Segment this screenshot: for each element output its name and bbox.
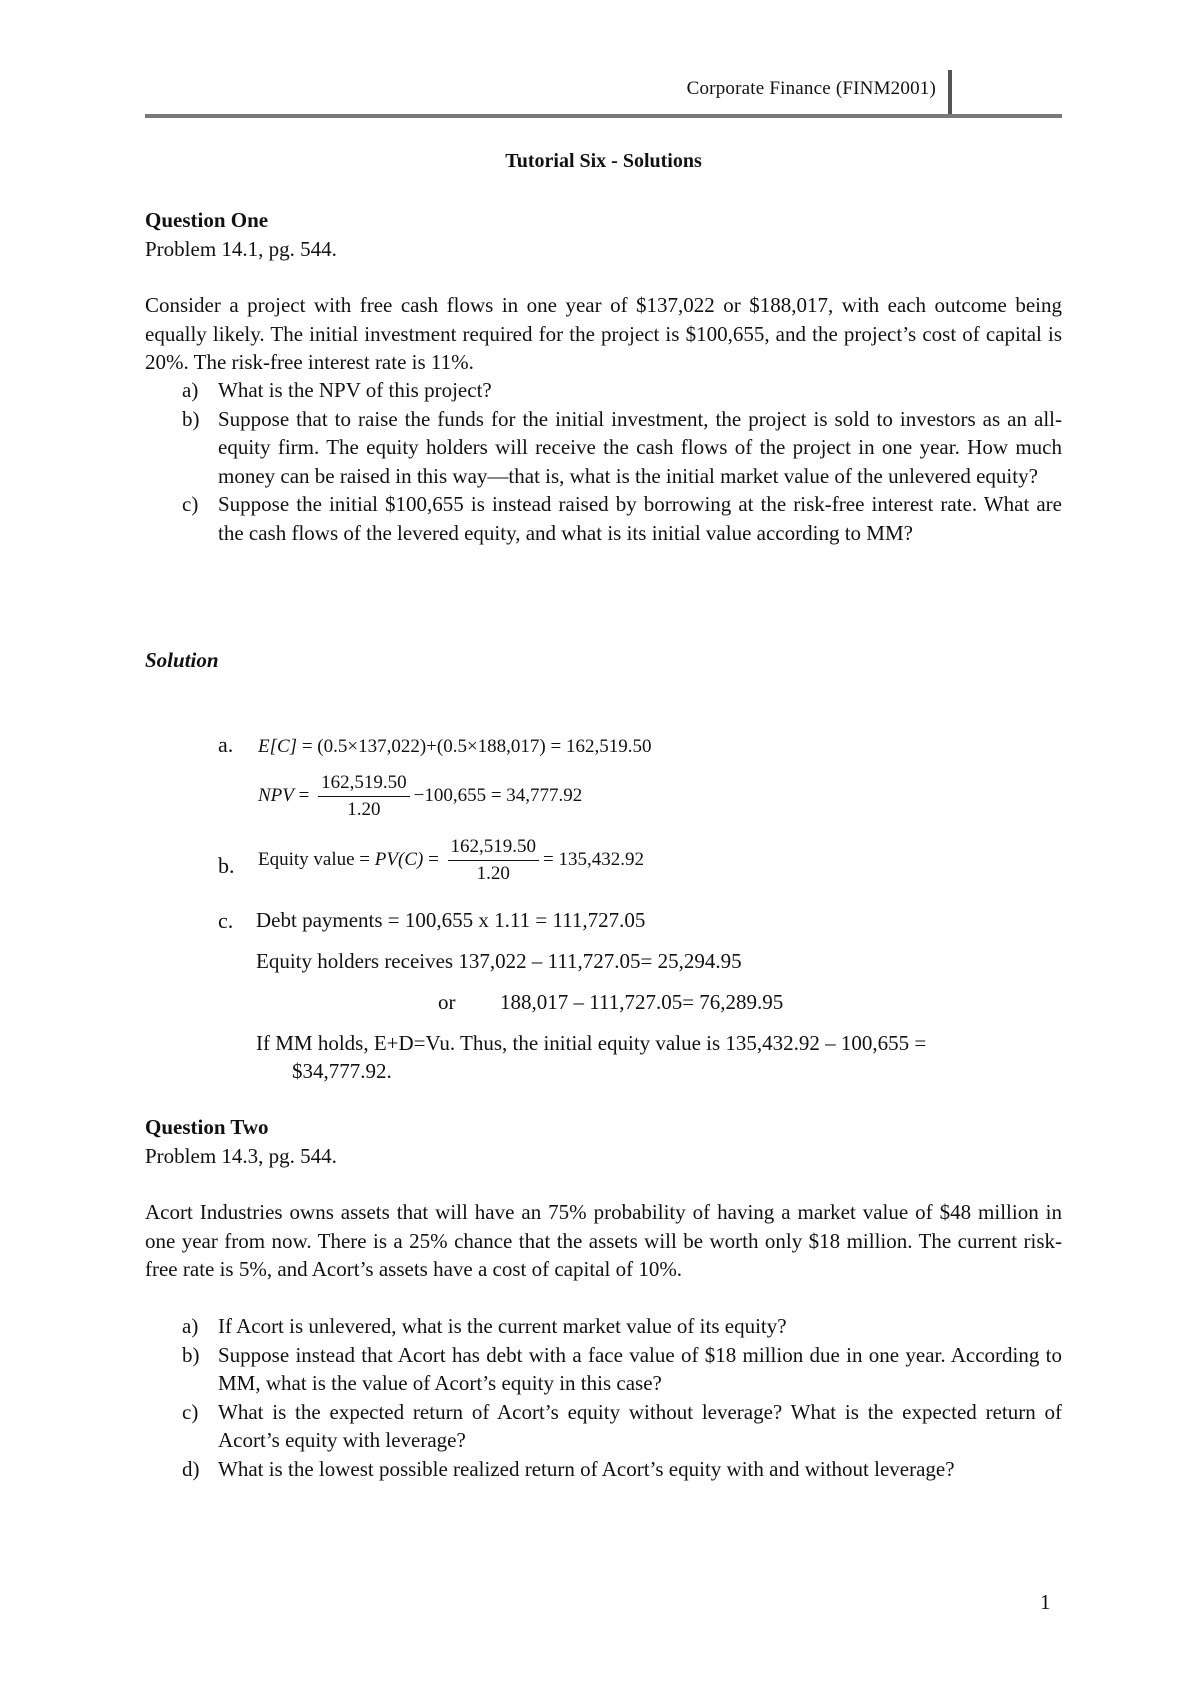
q1-problem-ref: Problem 14.1, pg. 544. [145, 237, 337, 261]
q2-problem-ref: Problem 14.3, pg. 544. [145, 1144, 337, 1168]
course-header: Corporate Finance (FINM2001) [686, 78, 936, 99]
solution-b-label: b. [218, 853, 235, 878]
solution-c-label: c. [218, 908, 234, 933]
header-rule [145, 114, 1062, 118]
mm-result-line: $34,777.92. [292, 1059, 392, 1083]
page-number: 1 [1040, 1590, 1051, 1614]
q1-part-a: a) What is the NPV of this project? [182, 378, 492, 402]
q2-part-d: d) What is the lowest possible realized return of Acort’s equity with and without leverage? [182, 1456, 955, 1481]
q2-part-c: c) What is the expected return of Acort’s equity without leverage? What is the expected return of Acort’s equity with leverage? [182, 1399, 1062, 1452]
q2-parts [145, 1312, 1062, 1483]
solution-a-label: a. [218, 732, 234, 757]
npv-fraction: $\frac{162,519.50}{1.20}$ [318, 772, 410, 821]
q2-part-a: a) If Acort is unlevered, what is the current market value of its equity? [182, 1314, 787, 1338]
q1-parts [145, 376, 1062, 547]
debt-payments-line: Debt payments = 100,655 x 1.11 = 111,727.05 [256, 908, 646, 932]
equity-value-equation: Equity value = PV(C) = $\frac{162,519.50}{1.20}$ = 135,432.92 [258, 836, 645, 884]
q1-part-b: b) Suppose that to raise the funds for the initial investment, the project is sold to investors as an all-equity firm. The equity holders will receive the cash flows of the project in one year. How much money can be raised in this way—that is, what is the initial market value of the unlevered equity? [182, 406, 1062, 488]
equity-value-fraction: $\frac{162,519.50}{1.20}$ [448, 836, 540, 885]
q2-heading: Question Two [145, 1115, 269, 1139]
q1-heading: Question One [145, 208, 269, 232]
solution-label: Solution [145, 648, 219, 672]
or-label: or [438, 990, 456, 1014]
q2-intro: Acort Industries owns assets that will have an 75% probability of having a market value of $48 million in one year from now. There is a 25% chance that the assets will be worth only $18 million. The current risk-free rate is 5%, and Acort’s assets have a cost of capital of 10%. [145, 1200, 1062, 1281]
q2-part-b: b) Suppose instead that Acort has debt with a face value of $18 million due in one year. According to MM, what is the value of Acort’s equity in this case? [182, 1342, 1062, 1395]
alternative-equity-line: 188,017 – 111,727.05= 76,289.95 [500, 990, 784, 1014]
header-vertical-bar [948, 70, 952, 118]
equity-holders-line: Equity holders receives 137,022 – 111,727.05= 25,294.95 [256, 949, 742, 973]
npv-equation: NPV = $\frac{162,519.50}{1.20}$ −100,655 = 34,777.92 [258, 772, 583, 820]
mm-holds-line: If MM holds, E+D=Vu. Thus, the initial equity value is 135,432.92 – 100,655 = [256, 1031, 927, 1055]
q1-part-c: c) Suppose the initial $100,655 is instead raised by borrowing at the risk-free interest rate. What are the cash flows of the levered equity, and what is its initial value according to MM? [182, 492, 1062, 545]
q1-intro: Consider a project with free cash flows in one year of $137,022 or $188,017, with each outcome being equally likely. The initial investment required for the project is $100,655, and the project’s cost of capital is 20%. The risk-free interest rate is 11%. [145, 293, 1062, 374]
document-title: Tutorial Six - Solutions [505, 150, 702, 172]
expected-cash-flow-equation: E[C] = (0.5×137,022)+(0.5×188,017) = 162,519.50 [258, 736, 652, 757]
